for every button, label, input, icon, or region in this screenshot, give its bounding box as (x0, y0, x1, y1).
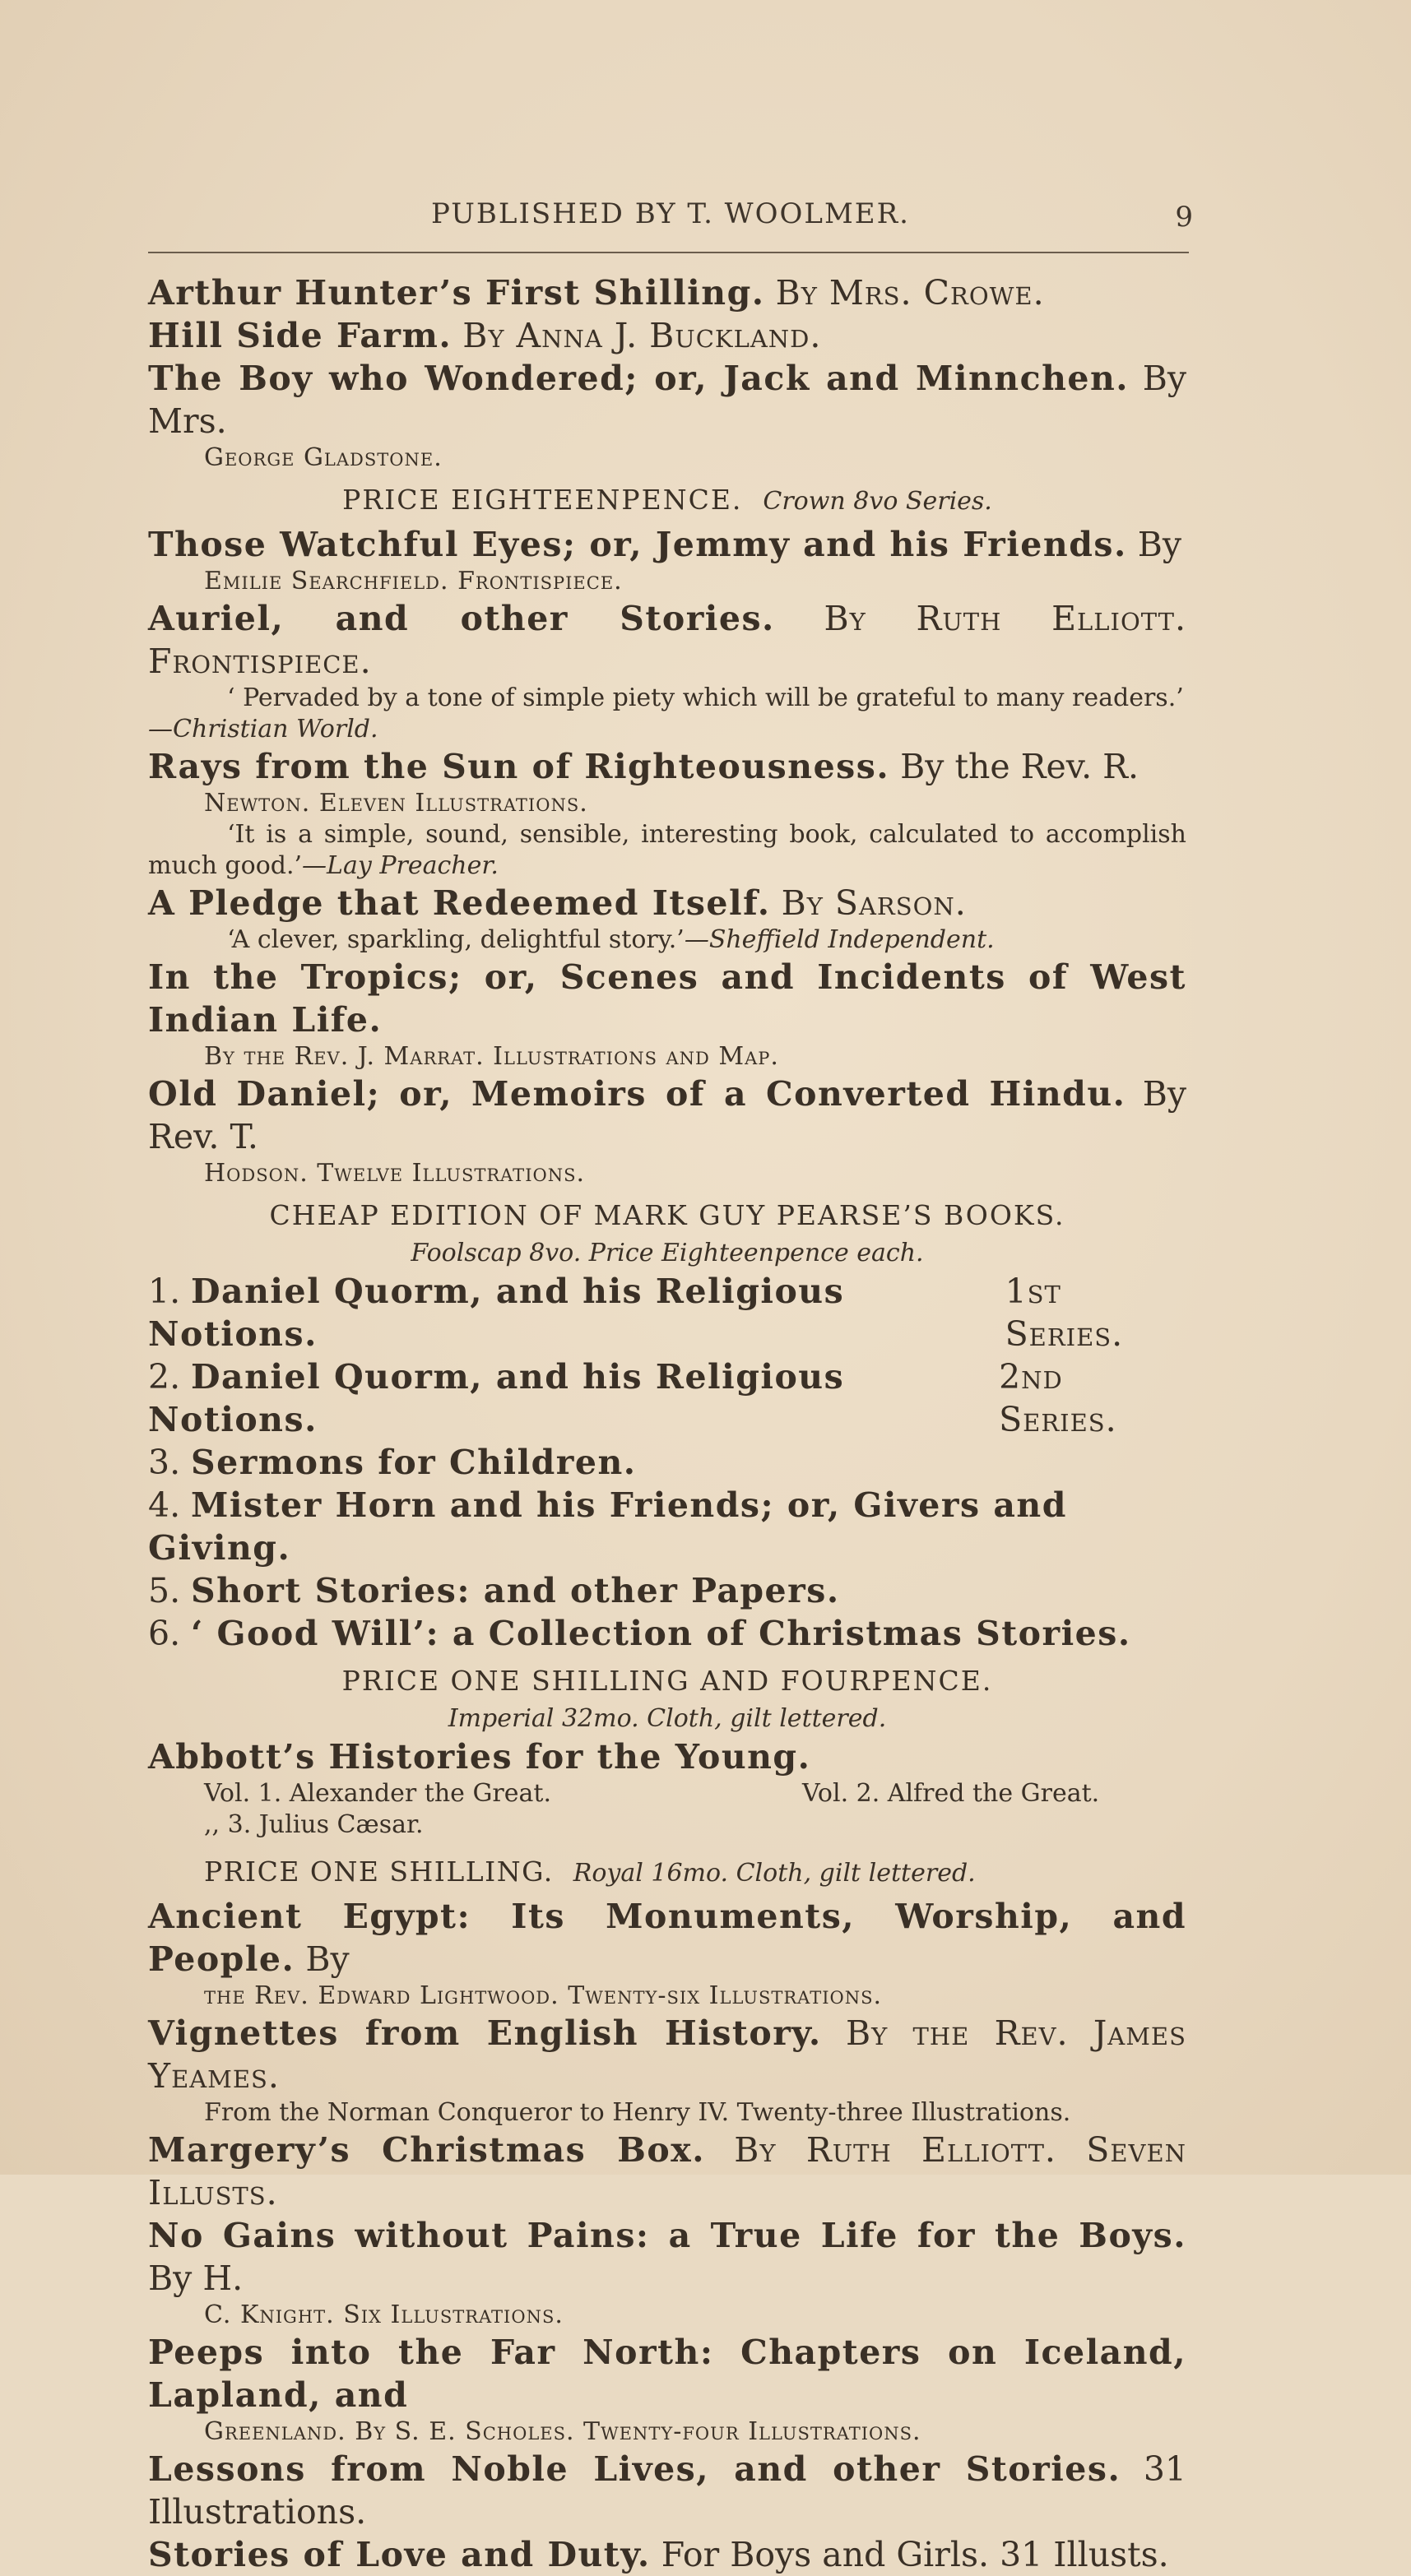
entry-detail: From the Norman Conqueror to Henry IV. Twenty-three Illustrations. (204, 2098, 1071, 2127)
section-subtitle: Foolscap 8vo. Price Eighteenpence each. (411, 1239, 924, 1267)
book-author: By Mrs. (148, 359, 1186, 441)
series-label: 1st Series. (1005, 1272, 1124, 1354)
book-author: By Anna J. Buckland. (462, 316, 822, 355)
list-item (148, 1270, 1186, 1355)
running-title: PUBLISHED BY T. WOOLMER. (430, 197, 910, 230)
book-author: By Ruth Elliott. Frontispiece. (148, 599, 1186, 681)
item-number: 2. (148, 1357, 181, 1397)
section-heading-eighteenpence (148, 479, 1186, 523)
item-number: 3. (148, 1443, 181, 1482)
book-author: By the Rev. R. (900, 747, 1139, 786)
book-title: A Pledge that Redeemed Itself. (148, 883, 771, 923)
entry-detail: C. Knight. Six Illustrations. (204, 2300, 564, 2329)
list-item (148, 1441, 1186, 1484)
quote-source: —Christian World. (148, 715, 378, 744)
list-item (148, 1569, 1186, 1612)
entry-detail: the Rev. Edward Lightwood. Twenty-six Illustrations. (204, 1981, 883, 2010)
book-entry (148, 2012, 1186, 2129)
book-title: Those Watchful Eyes; or, Jemmy and his Friends. (148, 525, 1127, 564)
entry-line (148, 2214, 1186, 2300)
section-subtitle: Imperial 32mo. Cloth, gilt lettered. (448, 1704, 887, 1733)
book-title: Ancient Egypt: Its Monuments, Worship, and People. (148, 1897, 1186, 1979)
book-author: 31 Illustrations. (148, 2449, 1186, 2532)
book-author: By Ruth Elliott. Seven Illusts. (148, 2130, 1186, 2212)
entry-line (148, 2448, 1186, 2533)
entry-line (148, 597, 1186, 683)
book-title: Vignettes from English History. (148, 2013, 822, 2053)
volume-item: ,, 3. Julius Cæsar. (204, 1810, 424, 1839)
book-author: By Rev. T. (148, 1074, 1186, 1156)
book-author: By the Rev. James Yeames. (148, 2013, 1186, 2096)
section-subtitle: Royal 16mo. Cloth, gilt lettered. (573, 1859, 976, 1888)
header-rule (148, 252, 1189, 253)
book-entry (148, 2214, 1186, 2331)
book-title: No Gains without Pains: a True Life for the Boys. (148, 2216, 1186, 2255)
quote-text: ‘ Pervaded by a tone of simple piety which will be grateful to many readers.’ (227, 683, 1184, 712)
section-series: Crown 8vo Series. (763, 487, 992, 516)
entry-detail: By the Rev. J. Marrat. Illustrations and Map. (204, 1042, 779, 1071)
entry-line (148, 2331, 1186, 2416)
book-title: Hill Side Farm. (148, 316, 453, 355)
entry-detail: Newton. Eleven Illustrations. (204, 789, 588, 818)
quote-source: —Lay Preacher. (302, 851, 499, 880)
book-entry (148, 2129, 1186, 2214)
book-title: Sermons for Children. (191, 1443, 637, 1482)
item-number: 6. (148, 1614, 181, 1653)
book-title: Daniel Quorm, and his Religious Notions. (148, 1357, 845, 1439)
section-heading-one-shilling (148, 1851, 1186, 1895)
entry-line (148, 745, 1186, 788)
book-title: Abbott’s Histories for the Young. (148, 1737, 811, 1777)
volume-row (148, 1778, 1186, 1809)
catalogue-content (148, 271, 1186, 2576)
entry-line (148, 882, 1186, 924)
review-quote (148, 924, 1186, 956)
entry-line (148, 1895, 1186, 1981)
book-title: Rays from the Sun of Righteousness. (148, 747, 890, 786)
volume-item: Vol. 1. Alexander the Great. (204, 1779, 551, 1808)
quote-text: ‘It is a simple, sound, sensible, interesting book, calculated to accomplish much good.’ (148, 820, 1186, 880)
entry-detail: George Gladstone. (204, 443, 443, 472)
book-entry (148, 1735, 1186, 1841)
entry-line (148, 271, 1186, 314)
book-title: In the Tropics; or, Scenes and Incidents of West Indian Life. (148, 957, 1186, 1040)
book-title: Auriel, and other Stories. (148, 599, 775, 638)
review-quote (148, 683, 1186, 745)
volume-item: Vol. 2. Alfred the Great. (802, 1779, 1100, 1808)
section-heading-one-shilling-fourpence: PRICE ONE SHILLING AND FOURPENCE. (341, 1665, 993, 1697)
series-label: 2nd Series. (999, 1357, 1117, 1439)
book-entry (148, 271, 1186, 314)
book-entry (148, 2331, 1186, 2448)
book-entry (148, 2533, 1186, 2576)
book-entry (148, 1073, 1186, 1189)
volume-row (148, 1809, 1186, 1841)
book-title: Daniel Quorm, and his Religious Notions. (148, 1272, 845, 1354)
entry-line (148, 1073, 1186, 1158)
book-entry (148, 1895, 1186, 2012)
book-title: Lessons from Noble Lives, and other Stories. (148, 2449, 1121, 2489)
book-entry (148, 357, 1186, 474)
book-author: For Boys and Girls. 31 Illusts. (661, 2535, 1169, 2574)
quote-source: —Sheffield Independent. (684, 925, 995, 954)
book-entry (148, 597, 1186, 745)
page-number: 9 (1175, 201, 1193, 234)
book-entry (148, 956, 1186, 1073)
entry-line (148, 956, 1186, 1041)
book-entry (148, 882, 1186, 956)
item-number: 5. (148, 1571, 181, 1610)
entry-detail: Emilie Searchfield. Frontispiece. (204, 567, 623, 595)
book-title: ‘ Good Will’: a Collection of Christmas Stories. (191, 1614, 1131, 1653)
list-item (148, 1484, 1186, 1569)
book-title: Stories of Love and Duty. (148, 2535, 651, 2574)
entry-detail: Greenland. By S. E. Scholes. Twenty-four Illustrations. (204, 2417, 921, 2446)
entry-line (148, 2129, 1186, 2214)
entry-line (148, 523, 1186, 566)
book-title: Old Daniel; or, Memoirs of a Converted Hindu. (148, 1074, 1126, 1114)
book-author: By H. (148, 2259, 244, 2298)
book-author: By (305, 1939, 350, 1979)
book-title: Short Stories: and other Papers. (191, 1571, 840, 1610)
book-entry (148, 745, 1186, 882)
quote-text: ‘A clever, sparkling, delightful story.’ (227, 925, 685, 954)
book-author: By Mrs. Crowe. (775, 273, 1045, 313)
book-author: By Sarson. (781, 883, 967, 923)
page-header (148, 197, 1193, 247)
book-title: Peeps into the Far North: Chapters on Iceland, Lapland, and (148, 2333, 1186, 2415)
list-item (148, 1355, 1186, 1441)
book-title: The Boy who Wondered; or, Jack and Minnchen. (148, 359, 1130, 398)
item-number: 4. (148, 1485, 181, 1525)
book-title: Margery’s Christmas Box. (148, 2130, 705, 2170)
entry-detail: Hodson. Twelve Illustrations. (204, 1159, 586, 1188)
book-entry (148, 2448, 1186, 2533)
book-entry (148, 314, 1186, 357)
book-author: By (1137, 525, 1182, 564)
book-title: Mister Horn and his Friends; or, Givers and Giving. (148, 1485, 1067, 1568)
list-item (148, 1612, 1186, 1655)
entry-line (148, 357, 1186, 442)
review-quote (148, 819, 1186, 882)
section-heading-pearse: CHEAP EDITION OF MARK GUY PEARSE’S BOOKS. (269, 1199, 1065, 1231)
entry-line (148, 2533, 1186, 2576)
section-title: PRICE ONE SHILLING. (204, 1856, 554, 1888)
entry-line (148, 314, 1186, 357)
book-title: Arthur Hunter’s First Shilling. (148, 273, 765, 313)
item-number: 1. (148, 1272, 181, 1311)
book-entry (148, 523, 1186, 597)
section-title: PRICE EIGHTEENPENCE. (342, 484, 743, 516)
entry-line (148, 2012, 1186, 2097)
